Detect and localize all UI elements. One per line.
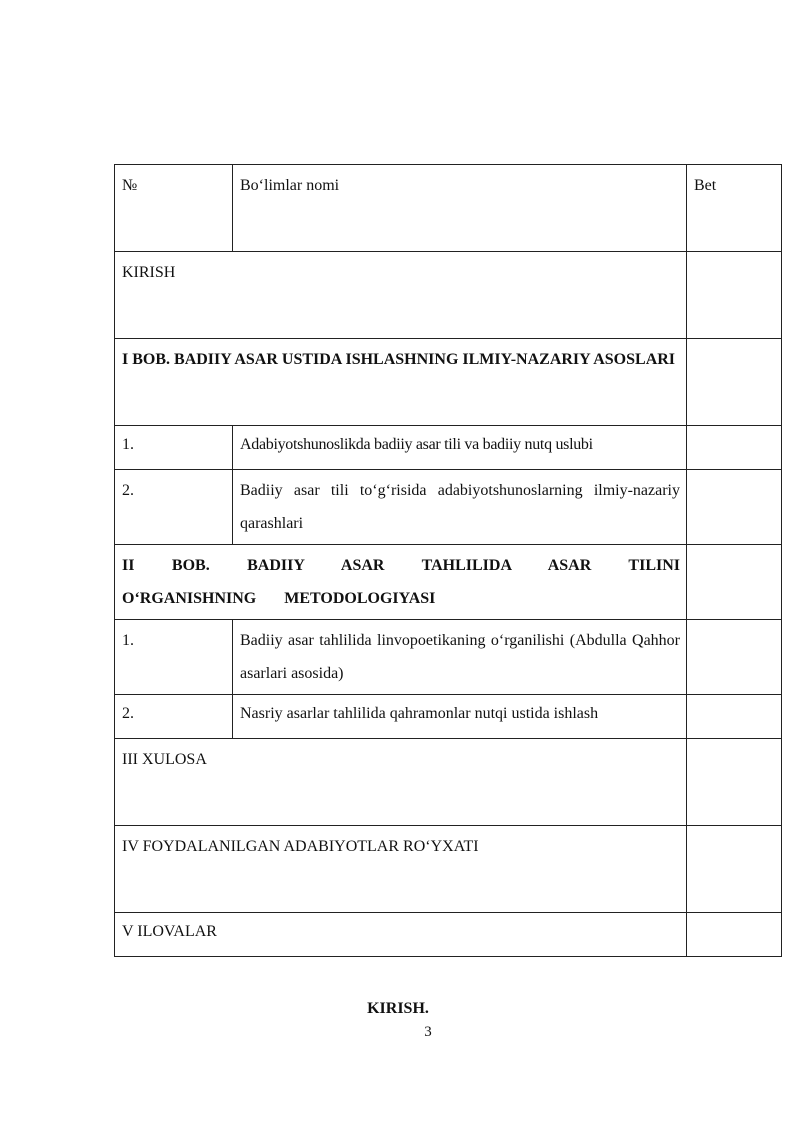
table-row — [115, 545, 782, 620]
section-xulosa: III XULOSA — [115, 739, 687, 826]
chapter-1-title: I BOB. BADIIY ASAR USTIDA ISHLASHNING ILMIY-NAZARIY ASOSLARI — [115, 339, 687, 426]
page-cell — [687, 252, 782, 339]
page-cell — [687, 545, 782, 620]
table-row — [115, 426, 782, 470]
item-title: Adabiyotshunoslikda badiiy asar tili va badiiy nutq uslubi — [233, 426, 687, 470]
item-title: Badiiy asar tili to‘g‘risida adabiyotshunoslarning ilmiy-nazariy qarashlari — [233, 470, 687, 545]
page-cell — [687, 739, 782, 826]
section-ilovalar: V ILOVALAR — [115, 913, 687, 957]
section-heading-text: KIRISH. — [367, 1000, 429, 1017]
table-row — [115, 826, 782, 913]
page-cell — [687, 826, 782, 913]
table-row — [115, 252, 782, 339]
table-of-contents — [114, 164, 782, 957]
table-row — [115, 620, 782, 695]
header-number: № — [115, 165, 233, 252]
item-number: 2. — [115, 695, 233, 739]
section-adabiyotlar: IV FOYDALANILGAN ADABIYOTLAR RO‘YXATI — [115, 826, 687, 913]
table-row — [115, 695, 782, 739]
page-cell — [687, 695, 782, 739]
page-cell — [687, 913, 782, 957]
page-number-text: 3 — [424, 1024, 432, 1040]
table-row — [115, 913, 782, 957]
table-row — [115, 470, 782, 545]
item-title: Badiiy asar tahlilida linvopoetikaning o‘rganilishi (Abdulla Qahhor asarlari asosida) — [233, 620, 687, 695]
page-cell — [687, 620, 782, 695]
table-header-row — [115, 165, 782, 252]
item-number: 1. — [115, 620, 233, 695]
header-section-title: Bo‘limlar nomi — [233, 165, 687, 252]
page-cell — [687, 470, 782, 545]
section-heading — [0, 1000, 800, 1018]
item-number: 1. — [115, 426, 233, 470]
table-row — [115, 339, 782, 426]
section-kirish: KIRISH — [115, 252, 687, 339]
chapter-2-title: II BOB. BADIIY ASAR TAHLILIDA ASAR TILINI O‘RGANISHNING METODOLOGIYASI — [115, 545, 687, 620]
page-cell — [687, 426, 782, 470]
page-cell — [687, 339, 782, 426]
table-row — [115, 739, 782, 826]
item-title: Nasriy asarlar tahlilida qahramonlar nutqi ustida ishlash — [233, 695, 687, 739]
header-page: Bet — [687, 165, 782, 252]
page-number — [0, 1024, 800, 1041]
item-number: 2. — [115, 470, 233, 545]
